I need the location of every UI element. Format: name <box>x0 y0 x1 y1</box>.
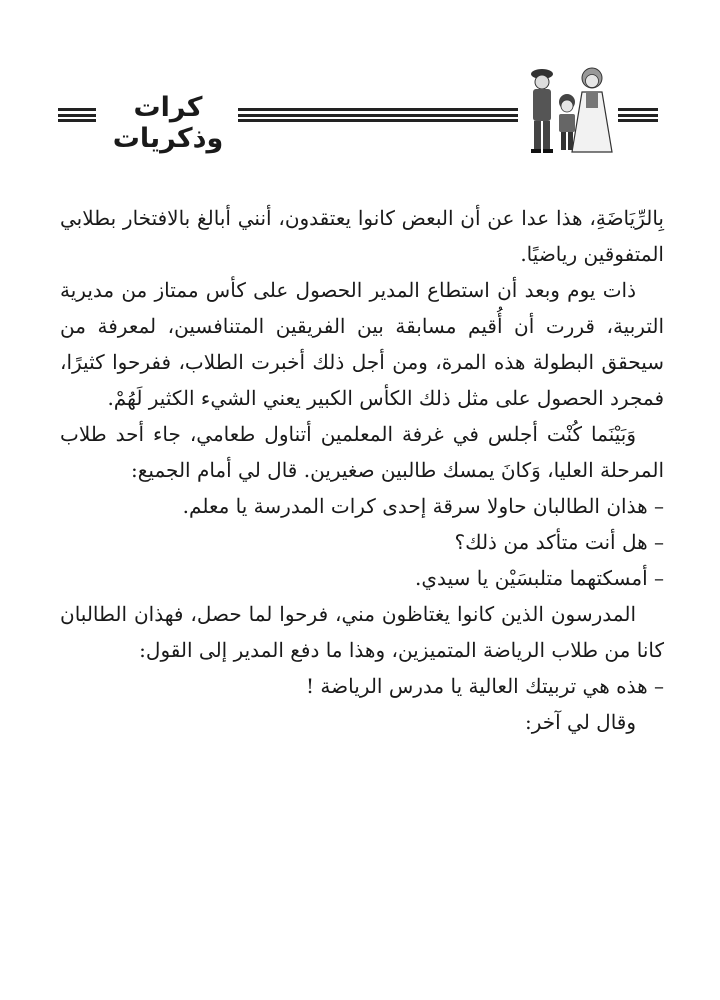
paragraph-4: المدرسون الذين كانوا يغتاظون مني، فرحوا لما حصل، فهذان الطالبان كانا من طلاب الرياضة المتميزين، وهذا ما دفع المدير إلى القول: <box>60 602 664 662</box>
page-header <box>58 78 658 154</box>
dialogue-line-2: – هل أنت متأكد من ذلك؟ <box>454 530 664 554</box>
paragraph-3: وَبَيْنَما كُنْت أجلس في غرفة المعلمين أتناول طعامي، جاء أحد طلاب المرحلة العليا، وَكانَ يمسك طالبين صغيرين. قال لي أمام الجميع: <box>60 422 664 482</box>
triple-rule-right <box>618 108 658 122</box>
paragraph-2: ذات يوم وبعد أن استطاع المدير الحصول على كأس ممتاز من مديرية التربية، قررت أن أُقيم مسابقة بين الفريقين المتنافسين، لمعرفة من سيحقق البطولة هذه المرة، ومن أجل ذلك أخبرت الطلاب، ففرحوا كثيرًا، فمجرد الحصول على مثل ذلك الكأس الكبير يعني الشيء الكثير لَهُمْ. <box>60 278 664 410</box>
triple-rule-left <box>58 108 96 122</box>
dialogue-line-1: – هذان الطالبان حاولا سرقة إحدى كرات المدرسة يا معلم. <box>182 494 664 518</box>
triple-rule-middle <box>238 108 518 122</box>
dialogue-line-4: – هذه هي تربيتك العالية يا مدرس الرياضة ! <box>306 674 664 698</box>
paragraph-1: بِالرِّيَاضَةِ، هذا عدا عن أن البعض كانوا يعتقدون، أنني أبالغ بالافتخار بطلابي المتفوقين رياضيًا. <box>60 206 664 266</box>
paragraph-5: وقال لي آخر: <box>524 710 636 734</box>
family-illustration-icon <box>520 64 616 156</box>
story-body <box>60 200 664 740</box>
page-title: كرات وذكريات <box>112 92 224 154</box>
dialogue-line-3: – أمسكتهما متلبسَيْن يا سيدي. <box>415 566 664 590</box>
